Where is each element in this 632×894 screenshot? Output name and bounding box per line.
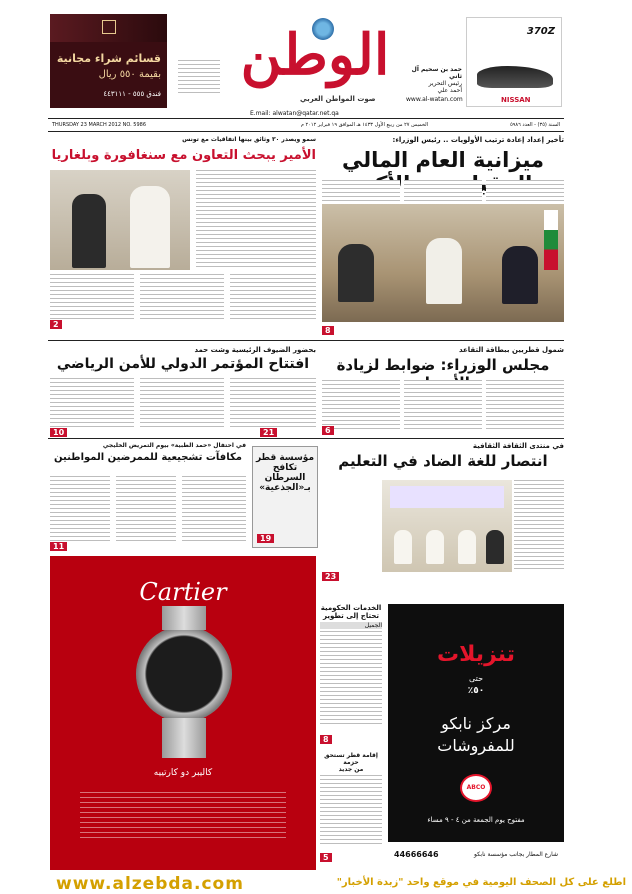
chairman <box>408 66 462 94</box>
editor-label: رئيس التحرير <box>428 80 462 87</box>
right-page-b[interactable]: 5 <box>320 853 332 862</box>
main-story[interactable] <box>322 134 564 344</box>
sale-store2: للمفروشات <box>437 736 515 755</box>
cartier-ad[interactable] <box>50 556 316 870</box>
person-center <box>426 238 462 304</box>
right-text-2 <box>320 775 382 845</box>
sale-address: شارع المطار بجانب مؤسسة نابكو <box>474 851 558 858</box>
sale-sub: حتى <box>468 674 484 683</box>
masthead <box>0 0 632 120</box>
divider-1 <box>48 340 564 341</box>
security-headline: افتتاح المؤتمر الدولي للأمن الرياضي <box>56 356 310 372</box>
logo-text: الوطن <box>240 22 390 88</box>
cartier-caption: كاليبر دو كارتييه <box>153 768 213 778</box>
date-bar <box>48 120 564 132</box>
left1-photo <box>50 170 190 270</box>
watch-icon <box>136 626 232 722</box>
cartier-fineprint <box>80 792 286 842</box>
editor-name: أحمد علي <box>437 87 462 94</box>
panel-person-2 <box>426 530 444 564</box>
security-kicker: بحضور الضيوف الرئيسية وشت حمد <box>194 346 316 354</box>
language-headline: انتصار للغة الضاد في التعليم <box>338 452 548 470</box>
gcc-headline: مكافآت تشجيعية للممرضين المواطنين <box>54 452 242 463</box>
council-text-1 <box>322 380 400 430</box>
divider-2 <box>48 438 564 439</box>
chairman-name: حمد بن سحيم آل ثاني <box>411 66 462 80</box>
council-page-badge[interactable]: 6 <box>322 426 334 435</box>
person-dark <box>72 194 106 268</box>
price-en: THURSDAY 23 MARCH 2012 NO. 5986 <box>52 122 147 128</box>
watch-strap-bottom <box>162 718 206 758</box>
banner <box>390 486 504 508</box>
ad-left-text1: قسائم شراء مجانية <box>56 52 161 65</box>
language-photo <box>382 480 512 572</box>
left1-headline: الأمير يبحث التعاون مع سنغافورة وبلغاريا <box>51 148 316 163</box>
masthead-left-info <box>178 60 220 94</box>
right-title3: إقامة قطر تستحق حزمة <box>324 752 378 766</box>
car-icon <box>477 66 553 88</box>
left1-text-c <box>140 274 224 320</box>
abco-logo-icon <box>460 774 492 802</box>
council-story[interactable] <box>322 346 564 436</box>
cancer-line3: السرطان <box>264 473 306 483</box>
logo <box>220 18 410 92</box>
sale-phone: 44666646 <box>394 850 439 859</box>
cancer-line1: مؤسسة قطر <box>255 453 315 463</box>
council-headline: مجلس الوزراء: ضوابط لزيادة <box>336 356 550 374</box>
sale-percent: ٥٠٪ <box>467 686 485 696</box>
gcc-story[interactable] <box>50 442 246 552</box>
issue-line: السنة (٣٥) - العدد ٥٩٨٦ <box>510 122 560 128</box>
footer-banner[interactable] <box>0 872 632 894</box>
main-photo <box>322 204 564 322</box>
left1-text-a <box>196 170 316 270</box>
right-page-a[interactable]: 8 <box>320 735 332 744</box>
left1-page-badge[interactable]: 2 <box>50 320 62 329</box>
security-story[interactable] <box>50 346 316 436</box>
ad-top-right[interactable] <box>466 17 562 107</box>
gcc-text-2 <box>116 476 176 542</box>
abco-logo-text: ABCO <box>466 784 486 791</box>
right-title4: من جديد <box>338 766 364 773</box>
footer-site[interactable]: www.alzebda.com <box>56 874 244 894</box>
cancer-box[interactable] <box>252 446 318 548</box>
left-story-1[interactable] <box>50 134 316 334</box>
ad-logo-icon <box>102 20 116 34</box>
security-text-3 <box>230 378 316 430</box>
language-text <box>514 480 564 570</box>
council-text-2 <box>404 380 482 430</box>
right-item1: الجميل <box>320 622 382 629</box>
cancer-page-badge[interactable]: 19 <box>257 534 274 543</box>
sale-ad[interactable] <box>388 604 564 870</box>
language-story[interactable] <box>322 442 564 592</box>
gcc-text-3 <box>182 476 246 542</box>
sale-hours: مفتوح يوم الجمعة من ٤ - ٩ مساء <box>427 816 525 824</box>
ad-brand-370z: 370Z <box>526 26 555 37</box>
cartier-logo: Cartier <box>139 578 227 606</box>
mid-page-badge[interactable]: 21 <box>260 428 277 437</box>
security-page-badge[interactable]: 10 <box>50 428 67 437</box>
main-kicker: تأخير إعداد إعادة ترتيب الأولويات .. رئيس الوزراء: <box>392 136 564 144</box>
date-line: الخميس ٢٧ من ربيع الأول ١٤٣٣ هـ الموافق ١٩ فبراير ٢٠١٢ م <box>300 122 428 128</box>
ad-brand-nissan: NISSAN <box>501 96 531 104</box>
right-title1: الخدمات الحكومية <box>320 604 382 612</box>
person-right <box>502 246 538 304</box>
left1-kicker: سمو ويصدر ٣٠ وثائق بينها اتفاقيات مع تونس <box>182 136 316 143</box>
panel-person-3 <box>458 530 476 564</box>
person-left <box>338 244 374 302</box>
ad-left-text3: فندق ٥٥٥ - ٤٤٣١١١ <box>103 90 161 98</box>
sale-store1: مركز نابكو <box>441 714 511 733</box>
right-column[interactable] <box>320 604 382 870</box>
sale-title: تنزيلات <box>437 642 515 667</box>
watch-strap-top <box>162 606 206 630</box>
main-page-badge[interactable]: 8 <box>322 326 334 335</box>
council-kicker: شمول قطريين ببطاقة التقاعد <box>458 346 564 354</box>
ad-left-text2: بقيمة ٥٥٠ ريال <box>98 69 161 80</box>
gcc-text-1 <box>50 476 110 542</box>
language-kicker: في منتدى الثقافة الثقافية <box>472 442 564 450</box>
sale-footer-bar <box>388 842 564 870</box>
security-text-2 <box>140 378 224 430</box>
panel-person-1 <box>394 530 412 564</box>
right-text-1 <box>320 631 382 727</box>
website[interactable]: www.al-watan.com <box>406 96 463 103</box>
gcc-kicker: في احتفال «حمد الطبية» بيوم التمريض الخليجي <box>102 442 246 449</box>
left1-text-d <box>230 274 316 320</box>
flag-icon <box>544 210 558 270</box>
main-headline: ميزانية العام المالي <box>341 148 545 172</box>
panel-person-4 <box>486 530 504 564</box>
email-line: E.mail: alwatan@qatar.net.qa <box>250 110 339 117</box>
language-page-badge[interactable]: 23 <box>322 572 339 581</box>
tagline: صوت المواطن العربي <box>300 95 376 103</box>
security-text-1 <box>50 378 134 430</box>
cancer-line4: بـ«الجذعية» <box>259 483 311 493</box>
cancer-line2: تكافح <box>272 463 298 473</box>
date-rule-top <box>48 118 564 119</box>
person-white <box>130 186 170 268</box>
ad-top-left[interactable] <box>50 14 167 108</box>
gcc-page-badge[interactable]: 11 <box>50 542 67 551</box>
footer-promo: اطلع على كل الصحف اليومية في موقع واحد "زبدة الأخبار" <box>336 877 626 888</box>
left1-text-b <box>50 274 134 320</box>
right-title2: تحتاج إلى تطوير <box>322 612 379 620</box>
council-text-3 <box>486 380 564 430</box>
